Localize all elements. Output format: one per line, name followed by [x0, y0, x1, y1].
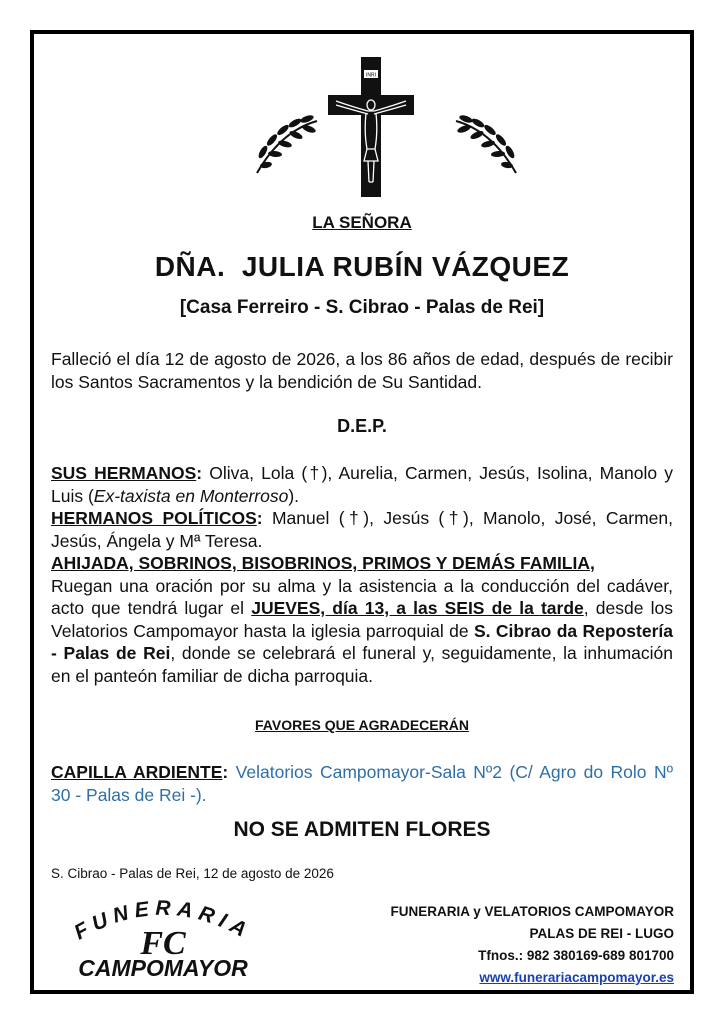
capilla-paragraph: CAPILLA ARDIENTE: Velatorios Campomayor-Sala Nº2 (C/ Agro do Rolo Nº 30 - Palas de Rei -). [51, 762, 673, 805]
ahijada-label: AHIJADA, SOBRINOS, BISOBRINOS, PRIMOS Y DEMÁS FAMILIA [51, 553, 590, 573]
funeraria-logo [48, 888, 278, 983]
logo-name: CAMPOMAYOR [78, 955, 248, 981]
ruegan-church: S. Cibrao da Repostería - Palas de Rei [51, 620, 673, 663]
no-flowers-notice: NO SE ADMITEN FLORES [233, 818, 491, 841]
capilla-text: Velatorios Campomayor-Sala Nº2 (C/ Agro do Rolo Nº 30 - Palas de Rei -). [51, 762, 673, 805]
date-line: S. Cibrao - Palas de Rei, 12 de agosto de 2026 [51, 866, 334, 881]
hermanos-text: Oliva, Lola (†), Aurelia, Carmen, Jesús, Isolina, Manolo y Luis ( [51, 463, 673, 506]
hermanos-note: Ex-taxista en Monterroso [93, 485, 289, 506]
politicos-label: HERMANOS POLÍTICOS [51, 508, 257, 528]
hermanos-paragraph: SUS HERMANOS: Oliva, Lola (†), Aurelia, Carmen, Jesús, Isolina, Manolo y Luis (Ex-taxista en Monterroso). [51, 463, 673, 506]
ruegan-paragraph [51, 575, 673, 688]
funeraria-name: FUNERARIA y VELATORIOS CAMPOMAYOR [390, 904, 674, 919]
ruegan-text-2: , desde los Velatorios Campomayor hasta la iglesia parroquial de [51, 598, 673, 641]
politicos-text: Manuel (†), Jesús (†), Manolo, José, Carmen, Jesús, Ángela y Mª Teresa. [51, 508, 673, 551]
favores-heading: FAVORES QUE AGRADECERÁN [255, 717, 469, 733]
funeraria-location: PALAS DE REI - LUGO [529, 926, 674, 941]
capilla-label: CAPILLA ARDIENTE [51, 762, 223, 782]
laurel-branch-left-icon [251, 113, 321, 178]
deceased-address: [Casa Ferreiro - S. Cibrao - Palas de Rei] [179, 297, 545, 318]
politicos-paragraph: HERMANOS POLÍTICOS: Manuel (†), Jesús (†), Manolo, José, Carmen, Jesús, Ángela y Mª Teresa. [51, 508, 673, 551]
ruegan-text-3: , donde se celebrará el funeral y, seguidamente, la inhumación en el panteón familiar de dicha parroquia. [51, 643, 673, 686]
title-label: LA SEÑORA [312, 213, 412, 232]
funeraria-phones: Tfnos.: 982 380169-689 801700 [478, 948, 674, 963]
intro-paragraph: Falleció el día 12 de agosto de 2026, a los 86 años de edad, después de recibir los Santos Sacramentos y la bendición de Su Santidad. [51, 349, 673, 392]
ruegan-text-1: Ruegan una oración por su alma y la asistencia a la conducción del cadáver, acto que tendrá lugar el [51, 575, 673, 618]
inri-text: INRI [366, 72, 376, 79]
deceased-name: DÑA. JULIA RUBÍN VÁZQUEZ [154, 251, 570, 282]
laurel-branch-right-icon [452, 113, 522, 178]
hermanos-end: ). [288, 485, 300, 506]
logo-monogram: FC [140, 925, 186, 962]
crucifix-icon [328, 57, 414, 197]
ruegan-time: JUEVES, día 13, a las SEIS de la tarde [251, 598, 584, 618]
funeraria-contact [390, 901, 674, 989]
logo-arc-text: FUNERARIA [70, 896, 256, 945]
ahijada-line: AHIJADA, SOBRINOS, BISOBRINOS, PRIMOS Y DEMÁS FAMILIA, [51, 553, 595, 573]
funeraria-website-link[interactable]: www.funerariacampomayor.es [479, 970, 674, 985]
family-section [51, 462, 673, 687]
hermanos-label: SUS HERMANOS [51, 463, 197, 483]
dep-heading: D.E.P. [337, 416, 387, 436]
